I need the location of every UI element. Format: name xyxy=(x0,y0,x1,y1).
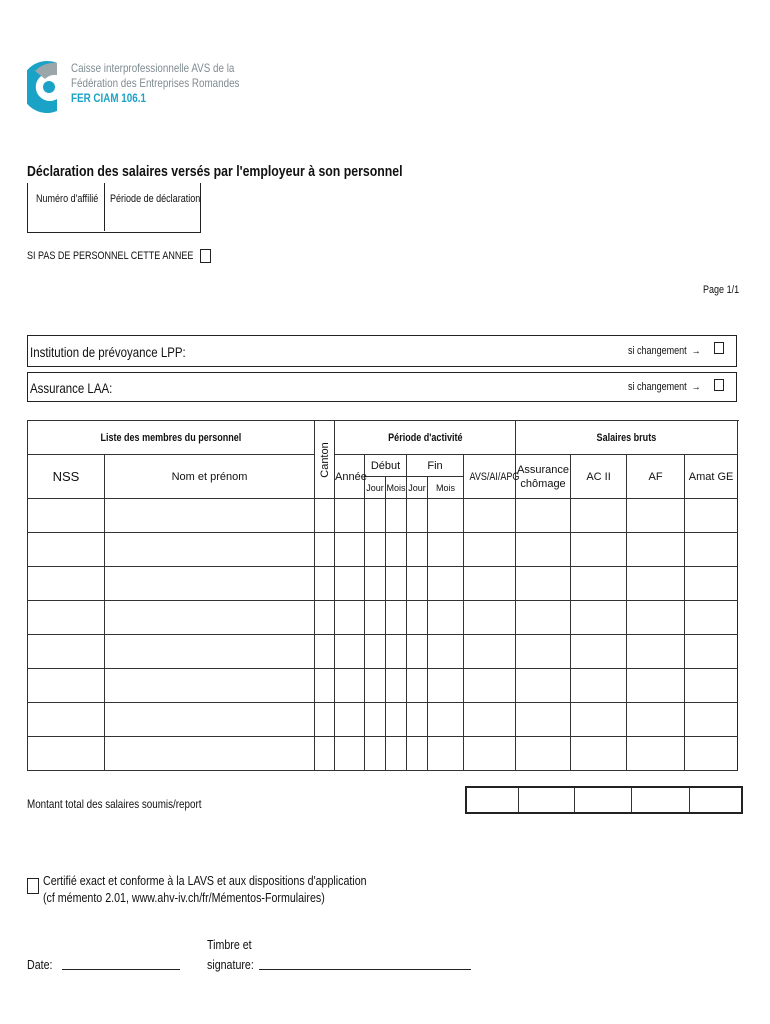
table-row xyxy=(28,635,738,669)
end-month-cell[interactable] xyxy=(428,601,464,635)
nss-cell[interactable] xyxy=(28,567,105,601)
total-table xyxy=(465,786,743,814)
end-month-header: Mois xyxy=(428,477,464,499)
af-cell[interactable] xyxy=(627,533,685,567)
name-cell[interactable] xyxy=(105,499,315,533)
no-staff-checkbox[interactable] xyxy=(200,249,211,263)
name-cell[interactable] xyxy=(105,601,315,635)
nss-cell[interactable] xyxy=(28,703,105,737)
start-day-cell[interactable] xyxy=(365,703,386,737)
year-cell[interactable] xyxy=(335,737,365,771)
total-ac2-cell[interactable] xyxy=(575,787,632,813)
ac2-cell[interactable] xyxy=(571,669,627,703)
chomage-cell[interactable] xyxy=(516,567,571,601)
laa-label: Assurance LAA: xyxy=(30,380,113,396)
name-cell[interactable] xyxy=(105,669,315,703)
nss-header: NSS xyxy=(28,455,105,499)
end-month-cell[interactable] xyxy=(428,669,464,703)
canton-cell[interactable] xyxy=(315,533,335,567)
members-header: Liste des membres du personnel xyxy=(28,421,315,455)
table-row xyxy=(28,533,738,567)
stamp-label: Timbre et signature: xyxy=(207,937,254,972)
end-day-cell[interactable] xyxy=(407,635,428,669)
start-month-cell[interactable] xyxy=(386,567,407,601)
start-month-cell[interactable] xyxy=(386,737,407,771)
amat-header: Amat GE xyxy=(685,455,738,499)
end-month-cell[interactable] xyxy=(428,567,464,601)
laa-row xyxy=(27,372,737,402)
ac2-header: AC II xyxy=(571,455,627,499)
table-row xyxy=(28,567,738,601)
affilie-box xyxy=(27,183,201,233)
nss-cell[interactable] xyxy=(28,601,105,635)
af-cell[interactable] xyxy=(627,601,685,635)
amat-cell[interactable] xyxy=(685,635,738,669)
avs-cell[interactable] xyxy=(464,499,516,533)
period-header: Période d'activité xyxy=(335,421,516,455)
end-day-cell[interactable] xyxy=(407,499,428,533)
year-cell[interactable] xyxy=(335,703,365,737)
periode-declaration-label: Période de déclaration xyxy=(110,193,201,205)
af-cell[interactable] xyxy=(627,737,685,771)
end-day-cell[interactable] xyxy=(407,533,428,567)
start-day-cell[interactable] xyxy=(365,737,386,771)
amat-cell[interactable] xyxy=(685,567,738,601)
laa-change-checkbox[interactable] xyxy=(714,379,724,391)
af-cell[interactable] xyxy=(627,635,685,669)
nss-cell[interactable] xyxy=(28,533,105,567)
lpp-label: Institution de prévoyance LPP: xyxy=(30,344,186,360)
af-cell[interactable] xyxy=(627,669,685,703)
nss-cell[interactable] xyxy=(28,737,105,771)
start-day-cell[interactable] xyxy=(365,533,386,567)
logo-line-1: Caisse interprofessionnelle AVS de la xyxy=(71,61,235,75)
chomage-cell[interactable] xyxy=(516,601,571,635)
start-day-cell[interactable] xyxy=(365,601,386,635)
end-header: Fin xyxy=(407,455,464,477)
end-month-cell[interactable] xyxy=(428,635,464,669)
end-day-cell[interactable] xyxy=(407,669,428,703)
name-cell[interactable] xyxy=(105,567,315,601)
fer-ciam-logo-icon xyxy=(27,57,61,117)
start-month-cell[interactable] xyxy=(386,703,407,737)
canton-header: Canton xyxy=(315,421,335,499)
laa-change-label: si changement → xyxy=(628,381,701,393)
name-cell[interactable] xyxy=(105,635,315,669)
table-row xyxy=(28,703,738,737)
amat-cell[interactable] xyxy=(685,601,738,635)
ac2-cell[interactable] xyxy=(571,703,627,737)
year-cell[interactable] xyxy=(335,499,365,533)
year-cell[interactable] xyxy=(335,669,365,703)
avs-cell[interactable] xyxy=(464,703,516,737)
total-label: Montant total des salaires soumis/report xyxy=(27,797,202,811)
table-row xyxy=(28,669,738,703)
total-af-cell[interactable] xyxy=(632,787,690,813)
ac2-cell[interactable] xyxy=(571,635,627,669)
lpp-change-label: si changement → xyxy=(628,345,701,357)
amat-cell[interactable] xyxy=(685,703,738,737)
name-cell[interactable] xyxy=(105,533,315,567)
avs-cell[interactable] xyxy=(464,737,516,771)
canton-cell[interactable] xyxy=(315,669,335,703)
chomage-header: Assurance chômage xyxy=(516,455,571,499)
avs-cell[interactable] xyxy=(464,533,516,567)
canton-cell[interactable] xyxy=(315,635,335,669)
year-cell[interactable] xyxy=(335,635,365,669)
af-cell[interactable] xyxy=(627,567,685,601)
af-header: AF xyxy=(627,455,685,499)
start-day-cell[interactable] xyxy=(365,635,386,669)
start-month-cell[interactable] xyxy=(386,635,407,669)
canton-cell[interactable] xyxy=(315,737,335,771)
amat-cell[interactable] xyxy=(685,669,738,703)
chomage-cell[interactable] xyxy=(516,737,571,771)
start-day-cell[interactable] xyxy=(365,567,386,601)
year-cell[interactable] xyxy=(335,533,365,567)
start-month-cell[interactable] xyxy=(386,601,407,635)
lpp-row xyxy=(27,335,737,367)
end-day-cell[interactable] xyxy=(407,567,428,601)
end-day-cell[interactable] xyxy=(407,737,428,771)
ac2-cell[interactable] xyxy=(571,601,627,635)
start-month-cell[interactable] xyxy=(386,499,407,533)
ac2-cell[interactable] xyxy=(571,567,627,601)
end-month-cell[interactable] xyxy=(428,703,464,737)
nss-cell[interactable] xyxy=(28,499,105,533)
end-day-cell[interactable] xyxy=(407,601,428,635)
start-header: Début xyxy=(365,455,407,477)
avs-cell[interactable] xyxy=(464,601,516,635)
end-day-header: Jour xyxy=(407,477,428,499)
name-cell[interactable] xyxy=(105,703,315,737)
date-field[interactable] xyxy=(62,969,180,970)
page-number: Page 1/1 xyxy=(703,284,740,296)
af-cell[interactable] xyxy=(627,499,685,533)
signature-field[interactable] xyxy=(259,969,471,970)
start-day-cell[interactable] xyxy=(365,669,386,703)
total-avs-cell[interactable] xyxy=(466,787,519,813)
af-cell[interactable] xyxy=(627,703,685,737)
logo-line-3: FER CIAM 106.1 xyxy=(71,91,146,105)
canton-cell[interactable] xyxy=(315,601,335,635)
canton-cell[interactable] xyxy=(315,703,335,737)
canton-cell[interactable] xyxy=(315,499,335,533)
ac2-cell[interactable] xyxy=(571,737,627,771)
chomage-cell[interactable] xyxy=(516,635,571,669)
start-day-header: Jour xyxy=(365,477,386,499)
table-row xyxy=(28,737,738,771)
nss-cell[interactable] xyxy=(28,635,105,669)
avs-header: AVS/AI/APG xyxy=(464,455,516,499)
salaries-header: Salaires bruts xyxy=(516,421,738,455)
table-row xyxy=(28,499,738,533)
total-chomage-cell[interactable] xyxy=(519,787,575,813)
form-title: Déclaration des salaires versés par l'employeur à son personnel xyxy=(27,163,403,180)
numero-affilie-label: Numéro d'affilié xyxy=(36,193,99,205)
logo xyxy=(27,57,240,117)
chomage-cell[interactable] xyxy=(516,499,571,533)
avs-cell[interactable] xyxy=(464,567,516,601)
staff-table xyxy=(27,420,738,771)
table-row xyxy=(28,601,738,635)
logo-line-2: Fédération des Entreprises Romandes xyxy=(71,76,240,90)
amat-cell[interactable] xyxy=(685,737,738,771)
chomage-cell[interactable] xyxy=(516,669,571,703)
ac2-cell[interactable] xyxy=(571,533,627,567)
end-month-cell[interactable] xyxy=(428,499,464,533)
end-day-cell[interactable] xyxy=(407,703,428,737)
certify-text: Certifié exact et conforme à la LAVS et aux dispositions d'application (cf mémento 2.01, www.ahv-iv.ch/fr/Mémentos-Formulaires) xyxy=(43,873,367,905)
nss-cell[interactable] xyxy=(28,669,105,703)
name-header: Nom et prénom xyxy=(105,455,315,499)
start-day-cell[interactable] xyxy=(365,499,386,533)
start-month-header: Mois xyxy=(386,477,407,499)
start-month-cell[interactable] xyxy=(386,669,407,703)
ac2-cell[interactable] xyxy=(571,499,627,533)
date-label: Date: xyxy=(27,957,53,972)
total-amat-cell[interactable] xyxy=(690,787,743,813)
lpp-change-checkbox[interactable] xyxy=(714,342,724,354)
year-cell[interactable] xyxy=(335,567,365,601)
start-month-cell[interactable] xyxy=(386,533,407,567)
canton-cell[interactable] xyxy=(315,567,335,601)
chomage-cell[interactable] xyxy=(516,533,571,567)
avs-cell[interactable] xyxy=(464,669,516,703)
year-header: Année xyxy=(335,455,365,499)
name-cell[interactable] xyxy=(105,737,315,771)
amat-cell[interactable] xyxy=(685,499,738,533)
end-month-cell[interactable] xyxy=(428,533,464,567)
certify-checkbox[interactable] xyxy=(27,878,39,894)
no-staff-label: SI PAS DE PERSONNEL CETTE ANNEE xyxy=(27,250,194,262)
chomage-cell[interactable] xyxy=(516,703,571,737)
year-cell[interactable] xyxy=(335,601,365,635)
end-month-cell[interactable] xyxy=(428,737,464,771)
amat-cell[interactable] xyxy=(685,533,738,567)
avs-cell[interactable] xyxy=(464,635,516,669)
